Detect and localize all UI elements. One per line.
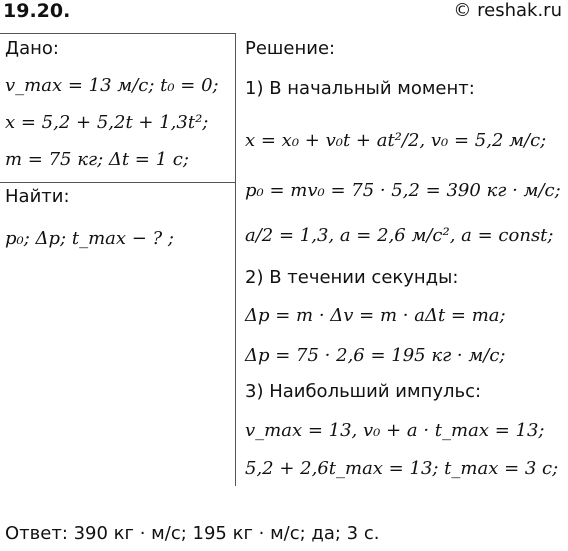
solution-label: Решение: bbox=[245, 38, 336, 59]
solution-line-6: Δp = m · Δv = m · aΔt = ma; bbox=[245, 305, 506, 326]
brand-watermark: © reshak.ru bbox=[453, 0, 562, 21]
given-label: Дано: bbox=[5, 38, 59, 59]
solution-line-7: Δp = 75 · 2,6 = 195 кг · м/с; bbox=[245, 345, 506, 366]
given-line-1: v_max = 13 м/с; t₀ = 0; bbox=[5, 75, 219, 96]
given-line-2: x = 5,2 + 5,2t + 1,3t²; bbox=[5, 112, 209, 133]
top-divider bbox=[0, 33, 235, 34]
find-label: Найти: bbox=[5, 186, 70, 207]
solution-line-4: a/2 = 1,3, a = 2,6 м/с², a = const; bbox=[245, 225, 554, 246]
problem-number: 19.20. bbox=[3, 0, 71, 22]
answer-line: Ответ: 390 кг · м/с; 195 кг · м/с; да; 3 с. bbox=[5, 523, 380, 544]
solution-step-1: 1) В начальный момент: bbox=[245, 78, 475, 99]
given-line-3: m = 75 кг; Δt = 1 с; bbox=[5, 149, 189, 170]
vertical-divider bbox=[235, 33, 236, 486]
solution-line-3: p₀ = mv₀ = 75 · 5,2 = 390 кг · м/с; bbox=[245, 180, 561, 201]
given-find-divider bbox=[0, 182, 235, 183]
find-line: p₀; Δp; t_max − ? ; bbox=[5, 228, 174, 249]
solution-line-2: x = x₀ + v₀t + at²/2, v₀ = 5,2 м/с; bbox=[245, 130, 547, 151]
solution-step-3: 3) Наибольший импульс: bbox=[245, 381, 482, 402]
solution-line-9: v_max = 13, v₀ + a · t_max = 13; bbox=[245, 420, 545, 441]
solution-line-10: 5,2 + 2,6t_max = 13; t_max = 3 с; bbox=[245, 458, 559, 479]
solution-step-2: 2) В течении секунды: bbox=[245, 267, 459, 288]
